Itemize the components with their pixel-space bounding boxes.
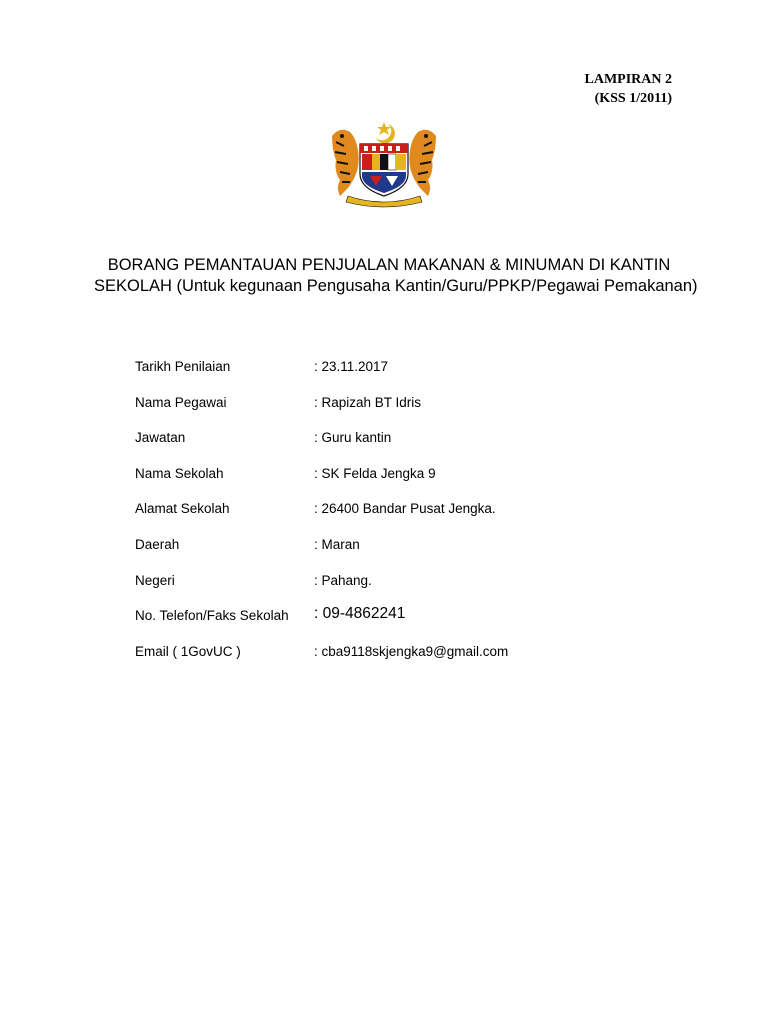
field-label: Nama Sekolah — [135, 465, 224, 481]
field-row-nama-sekolah — [135, 465, 655, 501]
field-value: : 23.11.2017 — [314, 359, 389, 374]
field-row-daerah — [135, 536, 655, 572]
field-value: : Rapizah BT Idris — [314, 394, 422, 410]
field-value: : 09-4862241 — [314, 605, 406, 623]
field-label: No. Telefon/Faks Sekolah — [135, 608, 289, 624]
field-row-negeri — [135, 572, 655, 608]
field-label: Alamat Sekolah — [135, 501, 230, 517]
field-value: : SK Felda Jengka 9 — [314, 465, 436, 481]
field-label: Negeri — [135, 572, 175, 588]
field-label: Nama Pegawai — [135, 394, 227, 410]
field-value: : Pahang. — [314, 572, 372, 588]
field-row-tarikh-penilaian — [135, 358, 655, 394]
document-reference — [585, 70, 673, 108]
form-fields — [135, 358, 655, 678]
field-label: Jawatan — [135, 430, 186, 446]
field-label: Daerah — [135, 536, 180, 552]
field-label: Tarikh Penilaian — [135, 359, 231, 374]
field-value: : cba9118skjengka9@gmail.com — [314, 643, 509, 659]
field-value: : Guru kantin — [314, 430, 392, 446]
annex-label: LAMPIRAN 2 — [584, 72, 672, 87]
field-row-telefon-faks — [135, 607, 655, 643]
field-value: : 26400 Bandar Pusat Jengka. — [314, 501, 496, 517]
field-row-alamat-sekolah — [135, 500, 655, 536]
circular-reference: (KSS 1/2011) — [594, 91, 672, 106]
field-row-nama-pegawai — [135, 394, 655, 430]
field-value: : Maran — [314, 536, 360, 552]
malaysia-coat-of-arms-icon — [326, 116, 442, 208]
field-row-jawatan — [135, 429, 655, 465]
form-title — [94, 255, 698, 297]
field-label: Email ( 1GovUC ) — [135, 643, 241, 659]
field-row-email — [135, 643, 655, 679]
form-title-line-2: SEKOLAH (Untuk kegunaan Pengusaha Kantin/Guru/PPKP/Pegawai Pemakanan) — [94, 277, 698, 295]
form-title-line-1: BORANG PEMANTAUAN PENJUALAN MAKANAN & MINUMAN DI KANTIN — [107, 256, 671, 274]
